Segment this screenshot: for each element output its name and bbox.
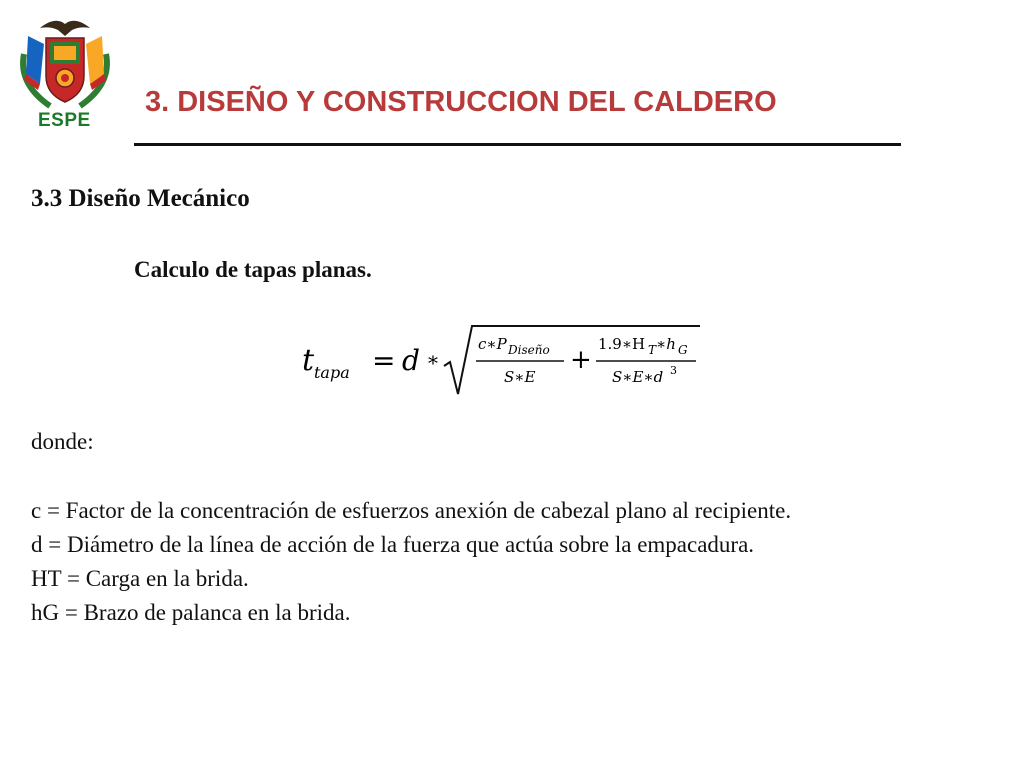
formula-lhs-var: t — [302, 343, 315, 378]
title-underline — [134, 143, 901, 146]
frac2-den: S∗E∗d — [612, 368, 664, 386]
definition-hg: hG = Brazo de palanca en la brida. — [31, 600, 351, 625]
frac1-num: c∗P — [478, 335, 507, 353]
definition-ht: HT = Carga en la brida. — [31, 566, 249, 591]
frac2-den-exp: 3 — [670, 364, 677, 377]
frac2-num: 1.9∗H — [598, 335, 646, 353]
formula-coef: d — [402, 344, 420, 377]
frac2-num-b: ∗h — [656, 335, 676, 353]
frac1-den: S∗E — [504, 368, 536, 386]
formula-times: * — [428, 351, 438, 375]
frac1-num-sub: Diseño — [508, 343, 550, 357]
section-heading: 3.3 Diseño Mecánico — [31, 185, 250, 212]
formula — [300, 318, 710, 402]
definitions-list — [31, 494, 791, 630]
frac2-num-sub2: G — [678, 343, 688, 357]
donde-label: donde: — [31, 429, 94, 454]
espe-coat-of-arms-icon — [10, 14, 120, 114]
subheading: Calculo de tapas planas. — [134, 257, 372, 282]
formula-plus: + — [570, 345, 592, 375]
definition-c: c = Factor de la concentración de esfuerzos anexión de cabezal plano al recipiente. — [31, 498, 792, 523]
page-title: 3. DISEÑO Y CONSTRUCCION DEL CALDERO — [145, 86, 777, 118]
logo-label: ESPE — [38, 110, 91, 131]
frac2-num-sub1: T — [648, 343, 657, 357]
definition-d: d = Diámetro de la línea de acción de la fuerza que actúa sobre la empacadura. — [31, 532, 755, 557]
formula-equals: = — [372, 344, 396, 377]
formula-lhs-sub: tapa — [314, 363, 350, 382]
